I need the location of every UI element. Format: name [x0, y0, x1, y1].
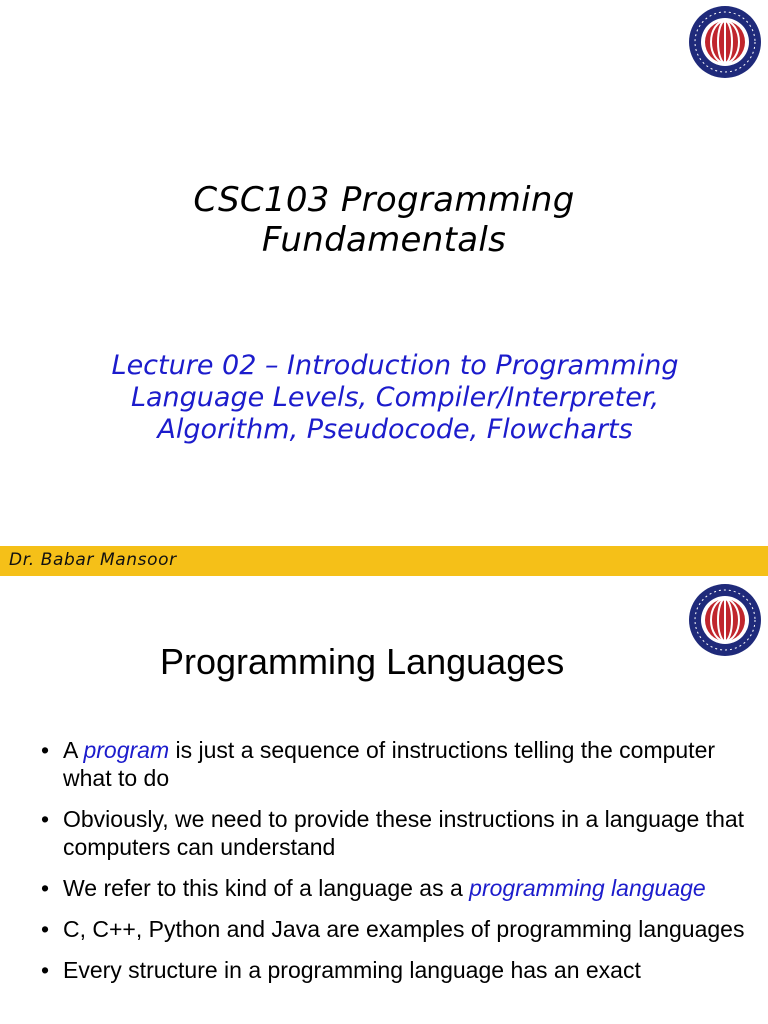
slide-heading: Programming Languages	[160, 641, 565, 682]
bullet-item	[38, 874, 758, 902]
bullet-item	[38, 956, 758, 984]
subtitle-line-3: Algorithm, Pseudocode, Flowcharts	[157, 414, 633, 445]
bullet-text: Obviously, we need to provide these instructions in a language that computers can understand	[63, 806, 745, 860]
bullet-text: We refer to this kind of a language as a	[63, 875, 470, 901]
keyword-program: program	[83, 737, 170, 763]
subtitle-line-2: Language Levels, Compiler/Interpreter,	[130, 382, 660, 413]
bullet-item	[38, 805, 758, 861]
lecture-subtitle	[40, 350, 750, 446]
content-slide	[0, 576, 768, 1024]
author-name: Dr. Babar Mansoor	[9, 550, 177, 570]
bullet-text: A	[63, 737, 84, 763]
title-line-2: Fundamentals	[261, 220, 507, 260]
subtitle-line-1: Lecture 02 – Introduction to Programming	[111, 350, 679, 381]
bullet-text: is just a sequence of instructions telling the computer what to do	[63, 737, 716, 791]
university-seal-icon	[688, 582, 762, 658]
slide-title	[0, 180, 768, 260]
title-line-1: CSC103 Programming	[193, 180, 575, 220]
bullet-text: C, C++, Python and Java are examples of programming languages	[63, 916, 745, 942]
bullet-item	[38, 736, 758, 792]
keyword-programming-language: programming language	[469, 875, 706, 901]
bullet-item	[38, 915, 758, 943]
author-band	[0, 546, 768, 576]
bullet-text: Every structure in a programming language has an exact	[63, 957, 641, 983]
bullet-list	[38, 736, 758, 997]
university-seal-icon	[688, 4, 762, 80]
